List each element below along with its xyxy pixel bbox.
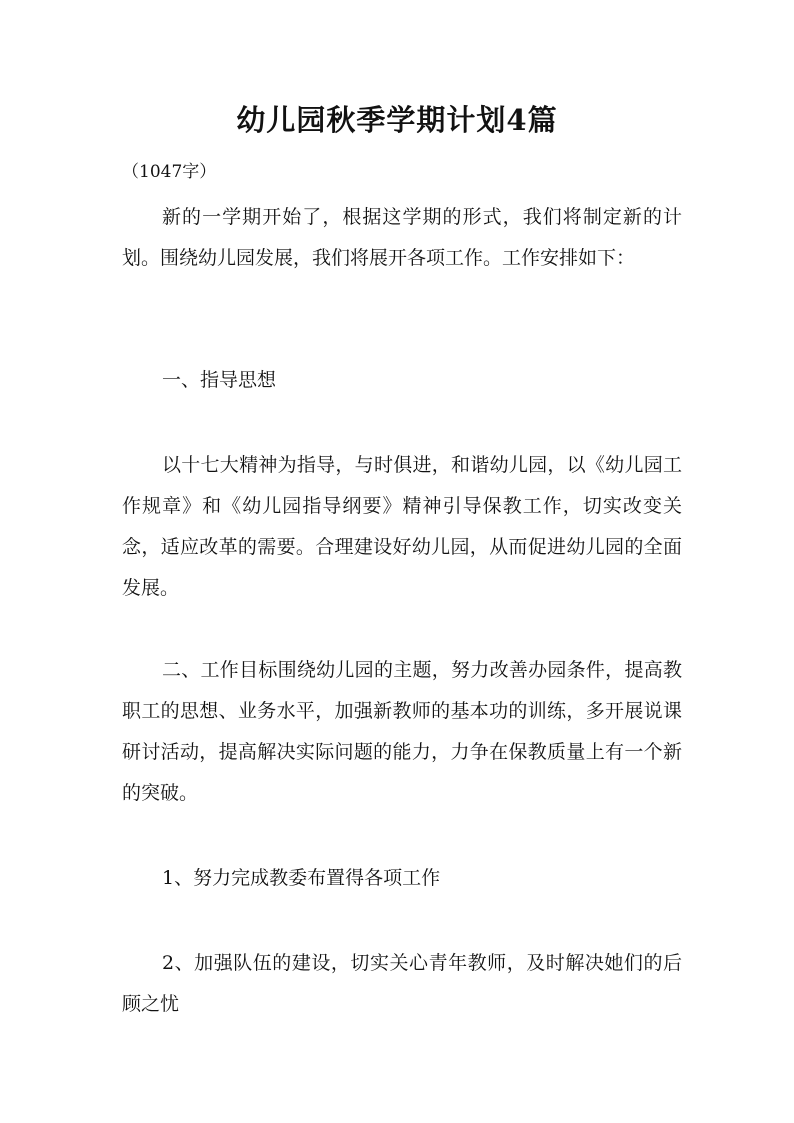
list-item-2: 2、加强队伍的建设，切实关心青年教师，及时解决她们的后顾之忧: [122, 952, 682, 1015]
guiding-thought-paragraph: 以十七大精神为指导，与时俱进，和谐幼儿园，以《幼儿园工作规章》和《幼儿园指导纲要》精神引导保教工作，切实改变关念，适应改革的需要。合理建设好幼儿园，从而促进幼儿园的全面发展。: [122, 454, 682, 599]
document-title: 幼儿园秋季学期计划4篇: [236, 103, 558, 137]
section-heading-guiding-thought: 一、指导思想: [162, 369, 277, 391]
list-item-1: 1、努力完成教委布置得各项工作: [162, 867, 441, 889]
intro-paragraph: 新的一学期开始了，根据这学期的形式，我们将制定新的计划。围绕幼儿园发展，我们将展开各项工作。工作安排如下：: [122, 206, 682, 269]
word-count: （1047字）: [122, 162, 217, 182]
work-goal-paragraph: 二、工作目标围绕幼儿园的主题，努力改善办园条件，提高教职工的思想、业务水平，加强新教师的基本功的训练，多开展说课研讨活动，提高解决实际问题的能力，力争在保教质量上有一个新的突破。: [122, 659, 682, 804]
